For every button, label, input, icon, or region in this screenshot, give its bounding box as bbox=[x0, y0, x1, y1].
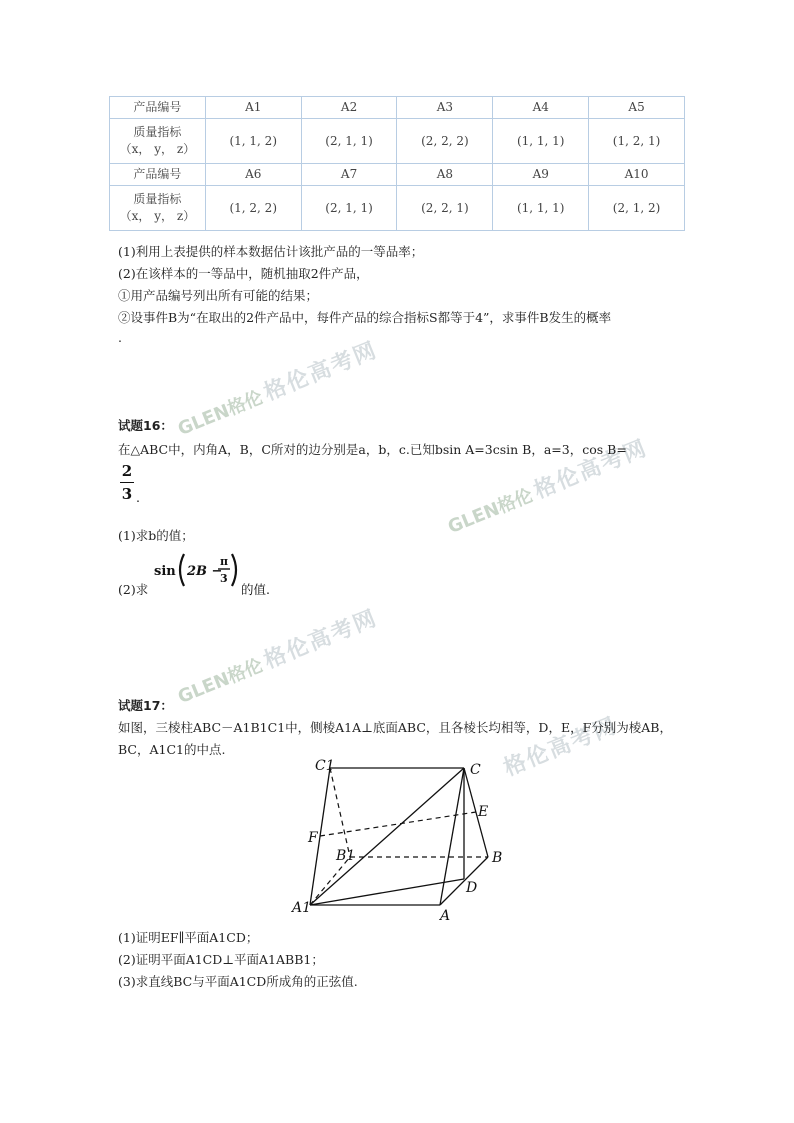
watermark bbox=[172, 601, 382, 710]
table-cell: (2, 1, 1) bbox=[301, 186, 397, 231]
watermark-brand: GLEN格伦 bbox=[174, 654, 266, 709]
table-cell: 产品编号 bbox=[110, 164, 206, 186]
table-cell: (2, 1, 1) bbox=[301, 119, 397, 164]
cell-label: （x， y， z） bbox=[119, 142, 196, 156]
q17-part1: (1)证明EF∥平面A1CD； bbox=[118, 930, 259, 945]
table-cell: A4 bbox=[493, 97, 589, 119]
edge-a1c bbox=[310, 768, 464, 905]
q15-part2: (2)在该样本的一等品中，随机抽取2件产品， bbox=[118, 266, 369, 281]
cell-label: （x， y， z） bbox=[119, 209, 196, 223]
watermark-text: 格伦高考网 bbox=[530, 435, 652, 504]
q16-part1: (1)求b的值； bbox=[118, 528, 194, 543]
q15-end: . bbox=[118, 330, 122, 345]
fraction-numerator: 2 bbox=[121, 462, 133, 480]
fraction-bar bbox=[120, 482, 134, 483]
q15-part1: (1)利用上表提供的样本数据估计该批产品的一等品率； bbox=[118, 244, 424, 259]
label-a1: A1 bbox=[292, 900, 312, 916]
table-cell: A10 bbox=[589, 164, 685, 186]
svg-text:sin: sin bbox=[154, 564, 176, 579]
q16-statement: 在△ABC中，内角A，B，C所对的边分别是a，b，c.已知bsin A=3csin B，a=3，cos B= bbox=[118, 442, 627, 457]
table-cell bbox=[110, 186, 206, 231]
svg-text:2B −: 2B − bbox=[187, 564, 223, 579]
prism-figure bbox=[280, 752, 520, 922]
cell-label: 质量指标 bbox=[133, 192, 182, 206]
watermark-text: 格伦高考网 bbox=[260, 605, 382, 674]
table-cell: A1 bbox=[205, 97, 301, 119]
cell-label: 质量指标 bbox=[133, 125, 182, 139]
sine-expression bbox=[154, 548, 240, 596]
q15-part2b: ②设事件B为“在取出的2件产品中，每件产品的综合指标S都等于4”，求事件B发生的概率 bbox=[118, 310, 612, 325]
table-row bbox=[110, 119, 685, 164]
table-cell: (2, 2, 2) bbox=[397, 119, 493, 164]
fraction-denominator: 3 bbox=[121, 485, 133, 503]
table-cell: A7 bbox=[301, 164, 397, 186]
watermark-brand: GLEN格伦 bbox=[444, 484, 536, 539]
q17-part3: (3)求直线BC与平面A1CD所成角的正弦值. bbox=[118, 974, 358, 989]
table-cell: (1, 1, 2) bbox=[205, 119, 301, 164]
q16-part2-prefix: (2)求 bbox=[118, 582, 149, 597]
table-cell: (2, 1, 2) bbox=[589, 186, 685, 231]
table-cell: 产品编号 bbox=[110, 97, 206, 119]
table-row bbox=[110, 186, 685, 231]
table-cell: A8 bbox=[397, 164, 493, 186]
watermark-brand: GLEN格伦 bbox=[174, 386, 266, 441]
label-c: C bbox=[470, 762, 481, 778]
label-a: A bbox=[440, 908, 451, 922]
q15-part2a: ①用产品编号列出所有可能的结果； bbox=[118, 288, 319, 303]
label-b1: B1 bbox=[336, 848, 356, 864]
table-cell: (1, 2, 1) bbox=[589, 119, 685, 164]
table-row bbox=[110, 164, 685, 186]
table-cell: A2 bbox=[301, 97, 397, 119]
label-e: E bbox=[478, 804, 489, 820]
q17-statement-cont: BC，A1C1的中点. bbox=[118, 742, 226, 757]
q16-title: 试题16： bbox=[118, 418, 173, 433]
table-cell: A5 bbox=[589, 97, 685, 119]
fraction-period: . bbox=[136, 490, 140, 505]
q17-part2: (2)证明平面A1CD⊥平面A1ABB1； bbox=[118, 952, 324, 967]
table-cell bbox=[110, 119, 206, 164]
label-f: F bbox=[308, 830, 318, 846]
svg-text:π: π bbox=[220, 555, 229, 568]
table-cell: (1, 2, 2) bbox=[205, 186, 301, 231]
fraction bbox=[120, 462, 134, 503]
table-cell: (1, 1, 1) bbox=[493, 186, 589, 231]
watermark-text: 格伦高考网 bbox=[500, 713, 622, 782]
table-cell: A9 bbox=[493, 164, 589, 186]
q17-statement: 如图，三棱柱ABC－A1B1C1中，侧棱A1A⊥底面ABC，且各棱长均相等，D，E，F分别为棱AB， bbox=[118, 720, 672, 735]
label-d: D bbox=[466, 880, 478, 896]
sine-expression-graphic bbox=[154, 548, 240, 592]
quality-table bbox=[109, 96, 685, 231]
table-cell: A6 bbox=[205, 164, 301, 186]
svg-text:3: 3 bbox=[220, 572, 228, 585]
watermark bbox=[172, 333, 382, 442]
label-b: B bbox=[492, 850, 503, 866]
watermark-text: 格伦高考网 bbox=[260, 337, 382, 406]
q16-part2-suffix: 的值. bbox=[241, 582, 270, 597]
table-cell: A3 bbox=[397, 97, 493, 119]
edge-c1b1 bbox=[330, 768, 350, 857]
table-cell: (1, 1, 1) bbox=[493, 119, 589, 164]
table-cell: (2, 2, 1) bbox=[397, 186, 493, 231]
table-row bbox=[110, 97, 685, 119]
label-c1: C1 bbox=[315, 758, 335, 774]
q17-title: 试题17： bbox=[118, 698, 173, 713]
